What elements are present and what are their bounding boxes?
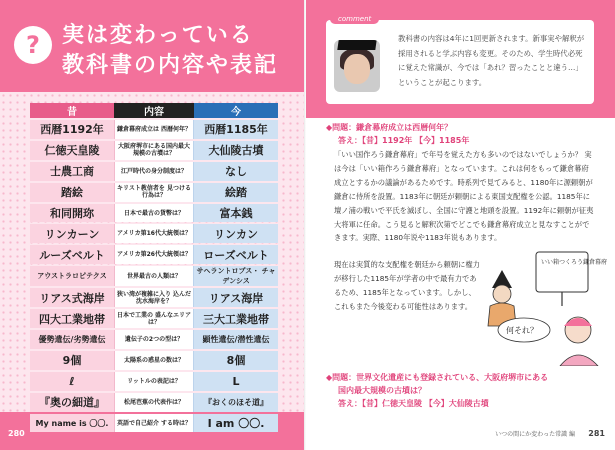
cell-new: なし [194, 162, 278, 181]
cell-old: 四大工業地帯 [30, 309, 114, 328]
cell-new: 西暦1185年 [194, 120, 278, 139]
cell-content: 世界最古の人類は？ [114, 266, 194, 286]
header-old: 昔 [30, 103, 114, 118]
cell-new: 大仙陵古墳 [194, 141, 278, 160]
cell-new: 顕性遺伝/潜性遺伝 [194, 330, 278, 349]
comparison-table-wrapper [30, 101, 278, 434]
table-row [30, 393, 278, 412]
table-row [30, 414, 278, 433]
cell-content: 江戸時代の身分制度は？ [114, 162, 194, 181]
cell-content: 太陽系の惑星の数は？ [114, 351, 194, 370]
cell-new: リンカン [194, 224, 278, 243]
cell-content: リットルの表記は？ [114, 372, 194, 391]
comparison-table [30, 101, 278, 434]
cell-content: アメリカ第26代大統領は？ [114, 245, 194, 264]
cell-old: 9個 [30, 351, 114, 370]
cell-old: 士農工商 [30, 162, 114, 181]
cell-new: 『おくのほそ道』 [194, 393, 278, 412]
question-2-line1: ◆問題：世界文化遺産にも登録されている、大阪府堺市にある [326, 373, 549, 382]
cell-old: リアス式海岸 [30, 288, 114, 307]
cell-old: ルーズベルト [30, 245, 114, 264]
table-row [30, 120, 278, 139]
comment-label: comment [330, 14, 379, 24]
graduate-avatar [334, 40, 380, 92]
table-header-row [30, 103, 278, 118]
table-row [30, 204, 278, 223]
cell-content: 日本で最古の貨幣は？ [114, 204, 194, 223]
table-row [30, 288, 278, 307]
cell-old: 踏絵 [30, 183, 114, 202]
cell-new: 絵踏 [194, 183, 278, 202]
cell-content: 松尾芭蕉の代表作は？ [114, 393, 194, 412]
explanation-paragraph-2: 現在は実質的な支配権を朝廷から頼朝に権力が移行した1185年が学者の中で最有力であるため、1185年となっています。しかし、これもまた今後変わる可能性はあります。 [334, 260, 480, 311]
table-row [30, 141, 278, 160]
question-mark-icon: ? [14, 26, 52, 64]
cell-new: 8個 [194, 351, 278, 370]
bubble-text: 何それ？ [506, 326, 538, 335]
student-figure [560, 317, 598, 366]
explanation-paragraph-1: 「いい国作ろう鎌倉幕府」で年号を覚えた方も多いのではないでしょうか？ 実は今は「いい箱作ろう鎌倉幕府」となっています。これは何をもって鎌倉幕府成立とするかの議論があるためです。時系列で見てみると、1180年に源頼朝が鎌倉に侍所を設置。1183年に朝廷が頼朝による東国支配権を公認。1185年に壇ノ浦の戦いで平氏を滅ぼし、全国に守護と地頭を設置。1192年に頼朝が征夷大将軍に任命。こう見ると解釈次第でどこでも鎌倉幕府成立と見なすことができます。実際、1180年说や1183年说もあります。 [334, 150, 594, 243]
cell-content: 英語で自己紹介 する時は？ [114, 414, 194, 433]
cell-new: ローズベルト [194, 245, 278, 264]
table-row [30, 245, 278, 264]
left-page [0, 0, 306, 450]
cell-content: 遺伝子の2つの型は？ [114, 330, 194, 349]
illustration [474, 248, 614, 366]
sign-text: いい箱つくろう鎌倉幕府 [541, 259, 608, 266]
cell-old: 『奥の細道』 [30, 393, 114, 412]
question-1: ◆問題：鎌倉幕府成立は西暦何年？ [326, 123, 453, 132]
cell-new: 三大工業地帯 [194, 309, 278, 328]
graduation-cap-icon [337, 40, 376, 50]
running-head: いつの間にか変わった常識 編 [495, 431, 575, 438]
cell-content: 日本で工業の 盛んなエリアは？ [114, 309, 194, 328]
question-2-line2: 国内最大規模の古墳は？ [338, 386, 426, 395]
page-number-left: 280 [8, 429, 25, 438]
answer-2: 答え：【昔】仁徳天皇陵 【今】大仙陵古墳 [338, 399, 489, 408]
cell-old: ℓ [30, 372, 114, 391]
table-row [30, 162, 278, 181]
cell-new: リアス海岸 [194, 288, 278, 307]
right-page [306, 0, 615, 450]
cell-content: 大阪府堺市にある国内最大 規模の古墳は？ [114, 141, 194, 160]
sign-board [536, 252, 607, 306]
cell-new: 富本銭 [194, 204, 278, 223]
cell-content: アメリカ第16代大統領は？ [114, 224, 194, 243]
cell-old: 優勢遺伝/劣勢遺伝 [30, 330, 114, 349]
cell-new: I am 〇〇. [194, 414, 278, 433]
cell-old: アウストラロピテクス [30, 266, 114, 286]
cell-content: 狭い湾が複雑に入り 込んだ沈水海岸を？ [114, 288, 194, 307]
page-number-right: 281 [588, 429, 605, 438]
avatar-face [344, 54, 370, 84]
table-row [30, 372, 278, 391]
header-new: 今 [194, 103, 278, 118]
cell-content: 鎌倉幕府成立は 西暦何年？ [114, 120, 194, 139]
cell-old: 和同開珎 [30, 204, 114, 223]
table-row [30, 351, 278, 370]
table-row [30, 309, 278, 328]
cell-old: My name is 〇〇. [30, 414, 114, 433]
table-row [30, 330, 278, 349]
speech-bubble [498, 318, 550, 342]
comment-box [326, 15, 594, 104]
comment-text: 教科書の内容は4年に1回更新されます。新事実や解釈が採用されると学ぶ内容も変更。そのため、学生時代必死に覚えた常識が、今では「あれ？習ったことと違う…」ということが起こります。 [398, 34, 585, 87]
cell-old: リンカーン [30, 224, 114, 243]
header-content: 内容 [114, 103, 194, 118]
cell-old: 西暦1192年 [30, 120, 114, 139]
table-row [30, 224, 278, 243]
cell-old: 仁徳天皇陵 [30, 141, 114, 160]
samurai-figure [488, 270, 516, 326]
table-row [30, 183, 278, 202]
table-row [30, 266, 278, 286]
page-title-line2: 教科書の内容や表記 [62, 53, 279, 78]
cell-new: サヘラントロプス・ チャデンシス [194, 266, 278, 286]
cell-new: L [194, 372, 278, 391]
answer-1: 答え：【昔】1192年 【今】1185年 [338, 136, 470, 145]
cell-content: キリスト教信者を 見つける行為は？ [114, 183, 194, 202]
page-title-line1: 実は変わっている [62, 23, 254, 48]
